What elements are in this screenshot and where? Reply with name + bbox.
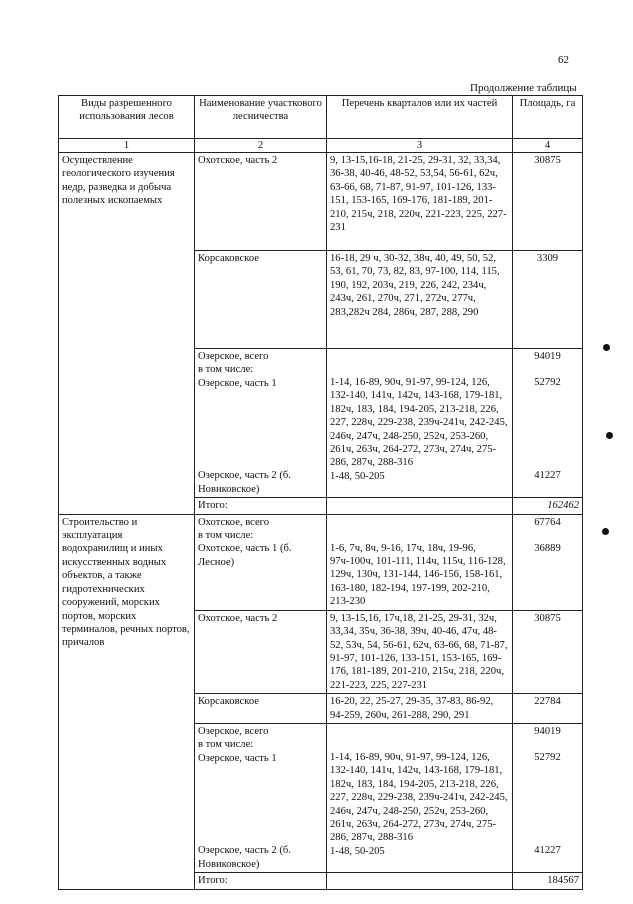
area-sub: 41227 [534,469,561,481]
area-sub: 52792 [534,752,561,764]
forestry-sub-name: Озерское, часть 2 (б. Новиковское) [198,470,291,495]
total-value: 162462 [513,498,583,514]
column-number: 1 [59,139,195,153]
header-forestry: Наименование участкового лесничества [195,96,327,139]
quarters-sub: 1-48, 50-205 [330,845,385,857]
use-type-cell: Строительство и эксплуатация водохранилищ и иных искусственных водных объектов, а также гидротехнических сооружений, морских портов, морских терминалов, речных портов, причалов [59,514,195,889]
area-total: 94019 [534,725,561,737]
forestry-sub-name: Озерское, часть 1 [198,377,277,389]
forestry-sub-name: Озерское, часть 2 (б. Новиковское) [198,845,291,870]
area-cell: 30875 [513,610,583,693]
forestry-cell: Корсаковское [195,694,327,724]
margin-dot [602,528,609,535]
quarters-cell: 9, 13-15,16-18, 21-25, 29-31, 32, 33,34, 36-38, 40-46, 48-52, 53,54, 56-61, 62ч, 63-66, 68, 71-87, 91-97, 101-126, 133-151, 153-165, 169-176, 181-189, 201-210, 215ч, 218, 220ч, 221-223, 225, 227-231 [327,153,513,251]
table-continuation-label: Продолжение таблицы [470,82,577,94]
forestry-including-label: в том числе: [198,739,254,751]
forestry-cell: Корсаковское [195,251,327,349]
table-row [59,514,583,610]
quarters-empty [330,350,509,376]
quarters-cell [327,723,513,872]
quarters-empty [330,516,509,542]
forestry-cell [195,514,327,610]
total-empty [327,498,513,514]
quarters-empty [330,725,509,751]
total-value: 184567 [513,873,583,889]
quarters-cell: 16-18, 29 ч, 30-32, 38ч, 40, 49, 50, 52, 53, 61, 70, 73, 82, 83, 97-100, 114, 115, 190, 192, 203ч, 219, 226, 242, 234ч, 243ч, 261, 270ч, 271, 272ч, 277ч, 283,282ч 284, 286ч, 287, 288, 290 [327,251,513,349]
forestry-total-label: Озерское, всего [198,725,269,737]
column-number: 3 [327,139,513,153]
quarters-cell: 16-20, 22, 25-27, 29-35, 37-83, 86-92, 94-259, 260ч, 261-288, 290, 291 [327,694,513,724]
area-cell [513,723,583,872]
quarters-sub: 1-48, 50-205 [330,470,385,482]
quarters-sub: 1-14, 16-89, 90ч, 91-97, 99-124, 126, 132-140, 141ч, 142ч, 143-168, 179-181, 182ч, 183, 184, 194-205, 213-218, 226, 227, 228ч, 229-238, 239ч-241ч, 242-245, 246ч, 247ч, 248-250, 252ч, 253-260, 261ч, 263ч, 264-272, 273ч, 274ч, 275-286, 287ч, 288-316 [330,377,508,469]
use-type-cell: Осуществление геологического изучения недр, разведка и добыча полезных ископаемых [59,153,195,515]
forestry-cell: Охотское, часть 2 [195,153,327,251]
quarters-sub: 1-6, 7ч, 8ч, 9-16, 17ч, 18ч, 19-96, 97ч-100ч, 101-111, 114ч, 115ч, 116-128, 129ч, 130ч, 131-144, 146-156, 158-161, 163-180, 182-194, 197-199, 202-210, 213-230 [330,542,506,608]
forestry-including-label: в том числе: [198,530,254,542]
total-label: Итого: [195,498,327,514]
column-number-row [59,139,583,153]
area-cell [513,514,583,610]
area-cell: 22784 [513,694,583,724]
forestry-sub-name: Озерское, часть 1 [198,752,277,764]
total-label: Итого: [195,873,327,889]
quarters-sub: 1-14, 16-89, 90ч, 91-97, 99-124, 126, 132-140, 141ч, 142ч, 143-168, 179-181, 182ч, 183, 184, 194-205, 213-218, 226, 227, 228ч, 229-238, 239ч-241ч, 242-245, 246ч, 247ч, 248-250, 252ч, 253-260, 261ч, 263ч, 264-272, 273ч, 274ч, 275-286, 287ч, 288-316 [330,751,508,844]
area-sub: 41227 [534,844,561,856]
header-use-type: Виды разрешенного использования лесов [59,96,195,139]
area-cell [513,349,583,498]
forestry-cell: Охотское, часть 2 [195,610,327,693]
column-number: 4 [513,139,583,153]
table-header-row [59,96,583,139]
area-cell: 30875 [513,153,583,251]
header-quarters: Перечень кварталов или их частей [327,96,513,139]
forestry-sub-name: Охотское, часть 1 (б. Лесное) [198,543,292,568]
area-total: 67764 [534,516,561,528]
quarters-cell: 9, 13-15,16, 17ч,18, 21-25, 29-31, 32ч, 33,34, 35ч, 36-38, 39ч, 40-46, 47ч, 48-52, 53ч, 54, 56-61, 62ч, 63-66, 68, 71-87, 91-97, 101-126, 133-151, 153-165, 169-176, 181-189, 201-210, 215ч, 218, 220ч, 221-223, 225, 227-231 [327,610,513,693]
area-sub: 36889 [534,543,561,555]
margin-dot [606,432,613,439]
area-sub: 52792 [534,377,561,389]
quarters-cell [327,514,513,610]
forestry-cell [195,349,327,498]
table-row [59,153,583,251]
forestry-including-label: в том числе: [198,364,254,376]
quarters-cell [327,349,513,498]
header-area: Площадь, га [513,96,583,139]
total-empty [327,873,513,889]
column-number: 2 [195,139,327,153]
forest-use-table [58,95,583,890]
forestry-total-label: Озерское, всего [198,351,269,362]
page-number: 62 [558,54,569,66]
forestry-cell [195,723,327,872]
forestry-total-label: Охотское, всего [198,516,270,528]
margin-dot [603,344,610,351]
area-total: 94019 [534,351,561,362]
area-cell: 3309 [513,251,583,349]
